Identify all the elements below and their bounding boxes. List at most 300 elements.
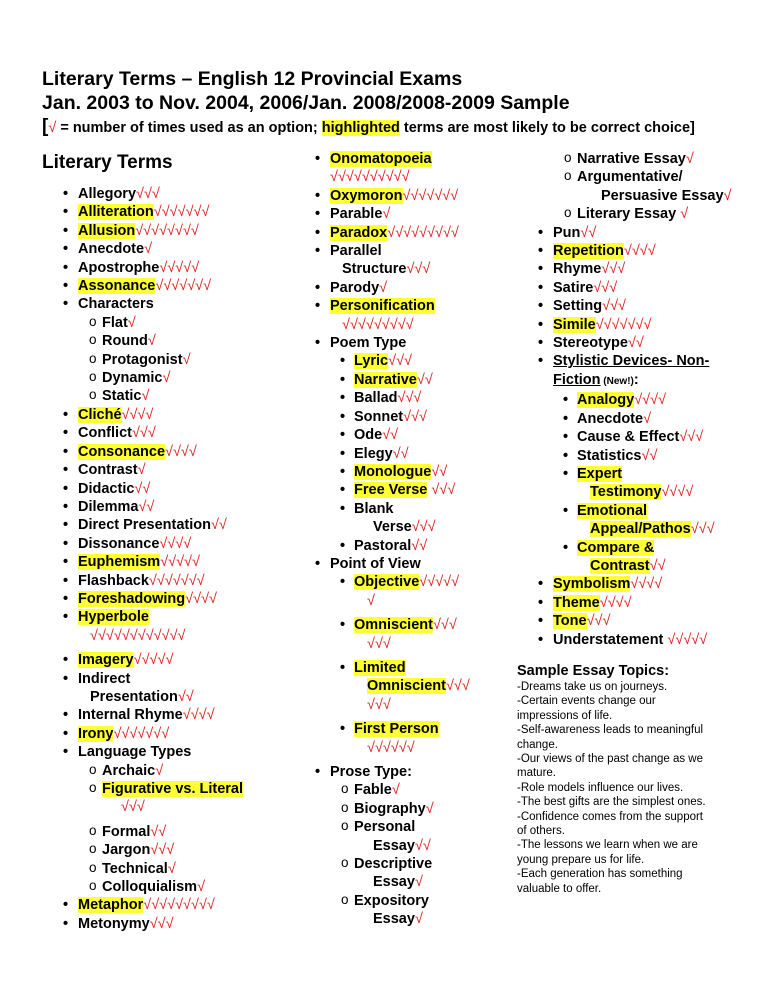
term-item (60, 369, 300, 387)
term-label: Monologue (354, 463, 432, 480)
term-label: Point of View (330, 555, 421, 572)
term-label: Allegory (78, 186, 137, 202)
term-item (312, 739, 522, 757)
term-item (60, 725, 300, 743)
check-count: √√ (649, 557, 666, 574)
term-label: Essay (373, 837, 415, 854)
term-label: Literary Essay (577, 206, 681, 223)
check-count: √√√√√√√ (155, 278, 212, 295)
check-count: √√√√√√√√√ (342, 316, 414, 333)
check-count: √√√ (586, 613, 611, 630)
term-label: Cause & Effect (577, 429, 680, 446)
term-label: Omniscient (354, 617, 433, 634)
term-label: Characters (78, 296, 154, 313)
check-count: √√√ (136, 186, 160, 202)
term-item (312, 555, 522, 573)
term-item (535, 205, 740, 223)
legend-text-1: = number of times used as an option; (56, 120, 322, 136)
term-item (535, 539, 740, 557)
term-item (535, 334, 740, 352)
check-count: √√ (382, 427, 399, 444)
term-item (60, 780, 300, 798)
term-label: Setting (553, 298, 603, 315)
check-count: √ (723, 187, 732, 204)
term-item (312, 481, 522, 499)
term-item (60, 259, 300, 277)
term-item (312, 371, 522, 389)
term-item (312, 720, 522, 738)
term-item (312, 408, 522, 426)
check-count: √ (155, 762, 164, 779)
check-count: √√√ (149, 915, 174, 932)
check-count: √√√ (445, 678, 470, 695)
term-label: Descriptive (354, 856, 433, 873)
topic-line: -Role models influence our lives. (517, 781, 684, 794)
term-item (535, 279, 740, 297)
term-label: Personal (354, 819, 416, 836)
term-label: Technical (102, 860, 168, 877)
check-count: √√√√√ (160, 554, 200, 571)
check-count: √ (391, 782, 400, 799)
new-badge: (New!) (600, 375, 634, 387)
topic-line: impressions of life. (517, 709, 613, 722)
term-item (60, 590, 300, 608)
check-count: √√√√ (159, 535, 192, 552)
term-item (312, 316, 522, 334)
term-item (535, 594, 740, 612)
term-item (312, 800, 522, 818)
term-item (312, 592, 522, 610)
term-label: Apostrophe (78, 259, 160, 276)
term-item (60, 314, 300, 332)
term-label: Allusion (78, 222, 136, 239)
check-count: √ (137, 462, 146, 479)
legend-highlighted-word: highlighted (321, 120, 400, 136)
term-item (312, 518, 522, 536)
term-label: Euphemism (78, 554, 161, 571)
term-label: Limited (354, 659, 406, 676)
check-count: √√ (150, 823, 167, 840)
term-item (535, 391, 740, 409)
topic-line: change. (517, 738, 558, 751)
term-item (312, 616, 522, 634)
title-line-1: Literary Terms – English 12 Provincial Exams (42, 68, 463, 90)
term-item (60, 553, 300, 571)
term-label: Archaic (102, 762, 156, 779)
term-label: Alliteration (78, 204, 154, 221)
term-item (535, 410, 740, 428)
check-count: √√√ (601, 261, 626, 278)
term-label: Prose Type: (330, 764, 412, 780)
term-item (312, 389, 522, 407)
term-label: Pastoral (354, 537, 412, 554)
term-label: Static (102, 388, 142, 405)
check-count: √ (127, 314, 136, 331)
check-count: √√√√√√√ (402, 187, 459, 204)
term-item (60, 608, 300, 626)
term-label: Dilemma (78, 498, 139, 515)
check-count: √ (182, 351, 191, 368)
check-count: √ (382, 206, 391, 223)
term-item (312, 573, 522, 591)
term-item (535, 242, 740, 260)
term-label: Sonnet (354, 408, 404, 425)
term-label: Contrast (590, 557, 650, 574)
term-label: Formal (102, 823, 151, 840)
term-item (535, 520, 740, 538)
term-item (312, 260, 522, 278)
check-count: √√√√√√√√√ (387, 224, 459, 241)
term-label: Language Types (78, 744, 192, 761)
term-item (312, 150, 522, 168)
term-item (60, 896, 300, 914)
check-count: √√√√ (182, 707, 215, 724)
term-label: Didactic (78, 480, 135, 497)
term-label: Personification (330, 298, 435, 315)
term-item (312, 837, 522, 855)
term-label: Free Verse (354, 482, 428, 499)
term-label: Ode (354, 427, 383, 444)
topic-line: mature. (517, 767, 556, 780)
check-count: √√√√ (165, 443, 197, 460)
term-label: Conflict (78, 425, 132, 442)
term-label: Indirect (78, 670, 131, 687)
term-item (535, 187, 740, 205)
check-count: √√ (641, 447, 658, 464)
term-label: Hyperbole (78, 609, 149, 626)
term-label: Compare & (577, 539, 655, 556)
term-item (535, 168, 740, 186)
check-count: √√√√√ (663, 631, 708, 648)
term-item (60, 222, 300, 240)
check-count: √√ (627, 335, 644, 352)
term-label: Fable (354, 782, 392, 799)
term-item (60, 185, 300, 203)
term-item (535, 150, 740, 168)
term-label: Biography (354, 800, 426, 817)
check-count: √ (141, 388, 150, 405)
term-suffix: : (633, 371, 639, 388)
term-label: Rhyme (553, 261, 602, 278)
term-label: Internal Rhyme (78, 707, 183, 724)
term-label: Satire (553, 279, 594, 296)
term-label: Theme (553, 594, 600, 611)
check-count: √√√ (406, 261, 431, 278)
term-label: Imagery (78, 652, 134, 669)
term-item (535, 297, 740, 315)
term-item (312, 677, 522, 695)
term-item (312, 763, 522, 781)
term-label: Narrative Essay (577, 151, 686, 167)
term-item (60, 203, 300, 221)
term-item (60, 277, 300, 295)
term-label: Fiction (553, 371, 601, 388)
term-item (312, 426, 522, 444)
term-item (60, 516, 300, 534)
term-item (312, 781, 522, 799)
check-count: √ (685, 151, 694, 167)
term-label: Essay (373, 911, 415, 928)
term-label: Anecdote (577, 410, 644, 427)
check-count: √√ (138, 498, 155, 515)
term-item (60, 424, 300, 442)
term-label: Statistics (577, 447, 642, 464)
term-item (60, 387, 300, 405)
term-item (312, 635, 522, 653)
check-count: √√ (431, 463, 448, 480)
check-count: √ (643, 410, 652, 427)
check-count: √√√ (679, 429, 704, 446)
topic-line: -Self-awareness leads to meaningful (517, 724, 704, 737)
check-count: √ (144, 241, 153, 258)
term-label: Analogy (577, 392, 635, 409)
check-count: √ (414, 874, 423, 891)
term-item (312, 855, 522, 873)
check-count: √√√√√√√ (595, 316, 652, 333)
term-item (60, 841, 300, 859)
check-count: √√√ (121, 799, 145, 816)
check-count: √ (167, 860, 176, 877)
term-item (60, 351, 300, 369)
term-item (535, 428, 740, 446)
term-label: Repetition (553, 243, 624, 260)
check-count: √√√√√√√√√√√√ (90, 627, 186, 644)
term-label: Elegy (354, 445, 393, 462)
column-3 (535, 150, 740, 649)
term-label: Jargon (102, 842, 151, 859)
check-count: √√√√ (623, 243, 656, 260)
term-item (312, 659, 522, 677)
term-item (60, 915, 300, 933)
check-count: √ (425, 800, 434, 817)
check-count: √√√ (690, 521, 715, 538)
term-label: Irony (78, 725, 114, 742)
term-label: First Person (354, 721, 439, 738)
term-label: Narrative (354, 371, 417, 388)
term-item (312, 279, 522, 297)
term-label: Metaphor (78, 897, 144, 914)
term-label: Symbolism (553, 576, 631, 593)
term-label: Flashback (78, 572, 149, 589)
term-item (535, 502, 740, 520)
term-item (312, 445, 522, 463)
term-label: Tone (553, 613, 587, 630)
topic-line: -The lessons we learn when we are (517, 839, 698, 852)
term-item (535, 352, 740, 370)
term-label: Dynamic (102, 370, 163, 387)
term-item (312, 334, 522, 352)
check-count: √√√ (367, 696, 391, 713)
check-count: √ (197, 879, 206, 896)
check-count: √√√√√√√√ (135, 222, 199, 239)
term-item (535, 612, 740, 630)
term-label: Anecdote (78, 241, 145, 258)
term-item (60, 823, 300, 841)
topic-line: -The best gifts are the simplest ones. (517, 796, 706, 809)
check-count: √√√√ (185, 590, 217, 607)
check-count: √ (680, 206, 689, 223)
term-label: Flat (102, 314, 128, 331)
term-item (535, 447, 740, 465)
topics-title: Sample Essay Topics: (517, 663, 670, 679)
term-label: Colloquialism (102, 879, 198, 896)
term-item (60, 332, 300, 350)
legend-bracket: [ (42, 116, 49, 137)
term-item (535, 224, 740, 242)
term-label: Appeal/Pathos (590, 521, 691, 538)
topic-line: -Certain events change our (517, 695, 656, 708)
term-item (60, 878, 300, 896)
term-label: Simile (553, 316, 596, 333)
check-count: √√√√√ (419, 574, 460, 591)
check-count: √√√ (602, 298, 627, 315)
check-count: √√ (392, 445, 409, 462)
check-count: √√ (177, 688, 194, 705)
term-item (60, 743, 300, 761)
check-count: √√√√ (121, 406, 154, 423)
check-count: √√√ (411, 519, 436, 536)
check-count: √√√ (403, 408, 428, 425)
term-label: Verse (373, 519, 412, 536)
term-item (60, 240, 300, 258)
term-label: Parallel (330, 243, 382, 260)
term-item (60, 670, 300, 688)
term-item (60, 688, 300, 706)
check-count: √√√ (427, 482, 456, 499)
check-count: √√√√√√ (367, 739, 415, 756)
check-count: √√√ (388, 353, 412, 370)
legend-text-2: terms are most likely to be correct choice] (399, 120, 695, 136)
term-label: Lyric (354, 353, 389, 370)
topic-line: young prepare us for life. (517, 853, 645, 866)
term-label: Foreshadowing (78, 590, 186, 607)
term-item (60, 461, 300, 479)
check-count: √√√√ (630, 576, 663, 593)
term-item (312, 168, 522, 186)
check-count: √√√ (131, 425, 156, 442)
term-item (312, 910, 522, 928)
check-count: √√ (411, 537, 428, 554)
topic-line: -Dreams take us on journeys. (517, 681, 668, 693)
check-count: √ (147, 333, 156, 350)
term-label: Pun (553, 224, 581, 241)
check-count: √ (367, 592, 375, 609)
term-label: Onomatopoeia (330, 151, 432, 167)
term-label: Expository (354, 892, 429, 909)
term-label: Parody (330, 279, 380, 296)
check-count: √√ (134, 480, 151, 497)
term-label: Figurative vs. Literal (102, 781, 244, 797)
check-count: √√√√ (599, 594, 632, 611)
check-count: √ (379, 279, 388, 296)
term-label: Round (102, 333, 148, 350)
section-title: Literary Terms (42, 152, 173, 173)
topic-line: -Confidence comes from the support (517, 810, 704, 823)
term-item (60, 406, 300, 424)
term-item (312, 463, 522, 481)
term-label: Oxymoron (330, 187, 403, 204)
term-label: Objective (354, 574, 420, 591)
topic-line: of others. (517, 825, 565, 838)
check-count: √√√ (593, 279, 618, 296)
term-label: Contrast (78, 462, 138, 479)
term-item (60, 295, 300, 313)
legend-line (42, 116, 695, 138)
term-item (535, 316, 740, 334)
check-count: √√ (580, 224, 597, 241)
check-count: √√√√√√√ (153, 204, 210, 221)
topic-line: valuable to offer. (517, 882, 602, 895)
term-label: Argumentative/ (577, 169, 683, 186)
term-label: Consonance (78, 443, 166, 460)
topic-line: -Our views of the past change as we (517, 753, 704, 766)
title-line-2: Jan. 2003 to Nov. 2004, 2006/Jan. 2008/2008-2009 Sample (42, 92, 570, 114)
term-item (312, 500, 522, 518)
term-item (60, 762, 300, 780)
term-item (60, 535, 300, 553)
term-item (312, 873, 522, 891)
term-item (535, 465, 740, 483)
term-label: Assonance (78, 278, 156, 295)
check-count: √ (162, 370, 171, 387)
term-item (60, 706, 300, 724)
term-item (312, 205, 522, 223)
term-label: Dissonance (78, 535, 160, 552)
check-count: √√ (210, 517, 227, 534)
term-item (312, 297, 522, 315)
term-label: Omniscient (367, 678, 446, 695)
term-label: Understatement (553, 631, 664, 648)
check-count: √√√ (367, 635, 391, 652)
term-item (312, 224, 522, 242)
term-item (60, 443, 300, 461)
check-count: √ (414, 911, 423, 928)
term-item (535, 557, 740, 575)
term-label: Persuasive Essay (601, 187, 724, 204)
term-label: Poem Type (330, 335, 407, 352)
check-count: √√√√√√√√√ (143, 897, 215, 914)
term-label: Metonymy (78, 915, 150, 932)
column-1 (60, 185, 300, 933)
term-item (60, 480, 300, 498)
term-item (60, 860, 300, 878)
check-count: √√√√√√√ (148, 572, 205, 589)
term-item (535, 575, 740, 593)
check-count: √√√√ (661, 484, 694, 501)
term-label: Blank (354, 500, 394, 517)
topic-line: -Each generation has something (517, 868, 683, 881)
term-item (312, 696, 522, 714)
term-item (60, 627, 300, 645)
term-item (60, 572, 300, 590)
term-item (60, 651, 300, 669)
term-item (535, 483, 740, 501)
term-label: Stylistic Devices- Non- (553, 353, 710, 370)
column-2 (312, 150, 522, 929)
check-count: √√√√ (634, 392, 667, 409)
check-count: √√√√√√√√√√ (330, 169, 410, 186)
sample-essay-topics (517, 663, 745, 896)
term-label: Parable (330, 206, 383, 223)
term-item (312, 352, 522, 370)
term-label: Structure (342, 261, 407, 278)
check-count: √√ (416, 371, 433, 388)
term-label: Stereotype (553, 335, 628, 352)
term-label: Paradox (330, 224, 388, 241)
term-item (60, 498, 300, 516)
term-item (312, 242, 522, 260)
check-count: √√√√√ (133, 652, 174, 669)
